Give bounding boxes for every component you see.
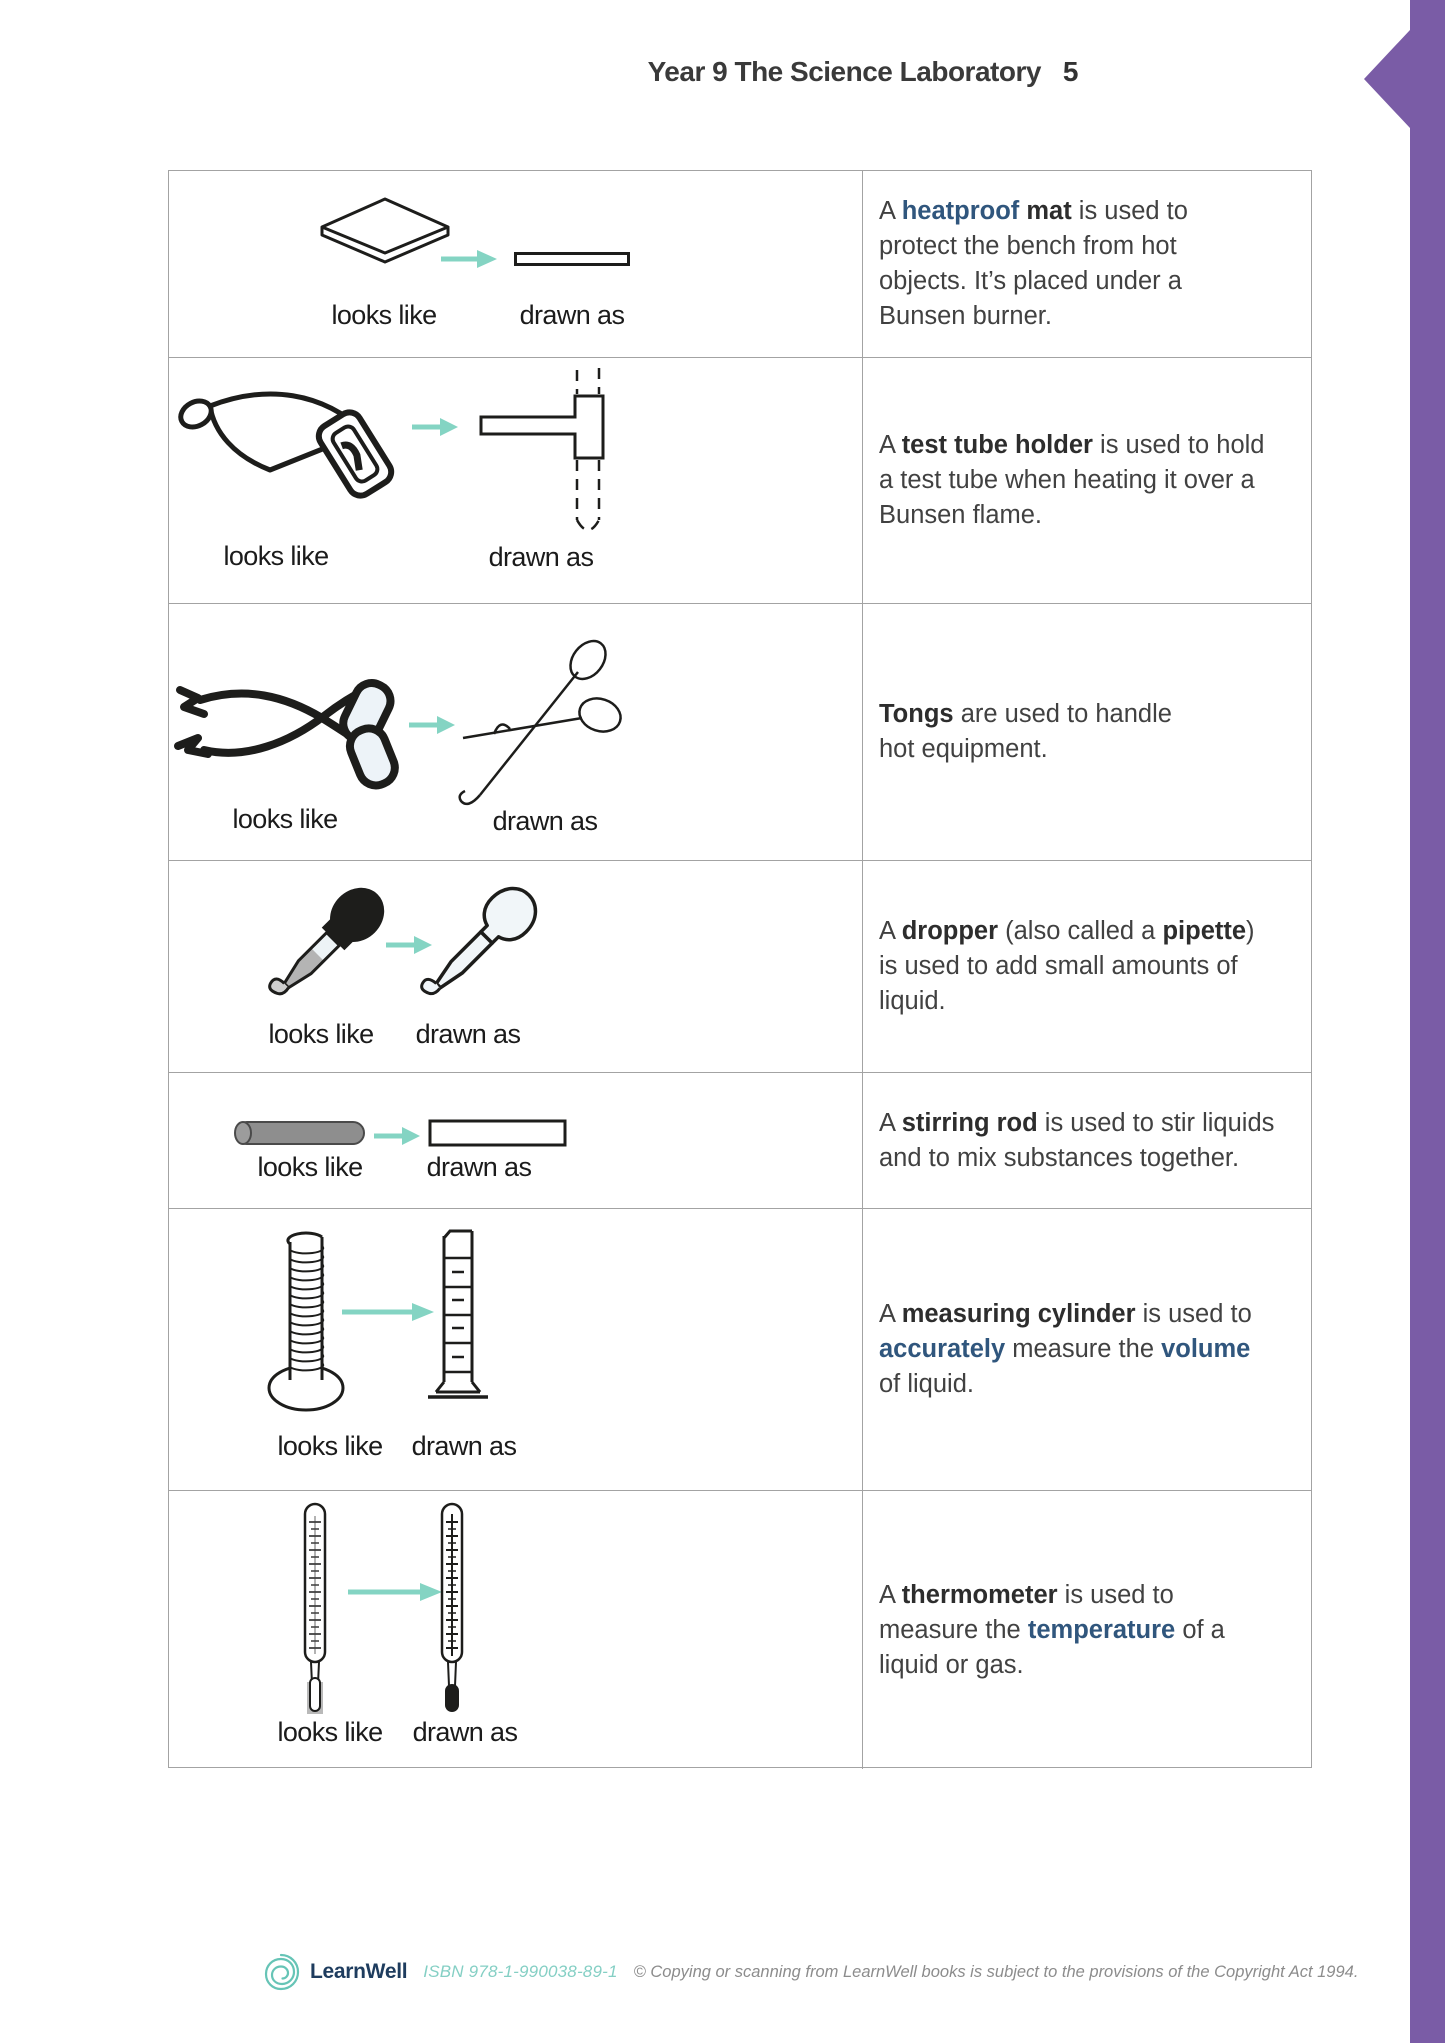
drawn-as-label: drawn as <box>411 1431 517 1461</box>
drawn-as-label: drawn as <box>492 806 598 836</box>
arrow-right-icon <box>441 249 497 269</box>
drawn-as-label: drawn as <box>519 300 625 330</box>
equipment-description: A heatproof mat is used to protect the bench from hot objects. It’s placed under a Bunsen burner. <box>879 197 1188 330</box>
equipment-description: A test tube holder is used to hold a test tube when heating it over a Bunsen flame. <box>879 431 1265 529</box>
learnwell-logo-icon <box>260 1951 302 1993</box>
heatproof-mat-diagram-icon <box>514 252 632 268</box>
description-cell <box>863 604 1311 860</box>
arrow-right-icon <box>412 417 458 437</box>
description-cell <box>863 1491 1311 1769</box>
equipment-description: A thermometer is used to measure the temperature of a liquid or gas. <box>879 1580 1225 1679</box>
thermometer-diagram-icon <box>438 1502 468 1718</box>
equipment-description: A dropper (also called a pipette) is used to add small amounts of liquid. <box>879 917 1255 1015</box>
measuring-cylinder-photo-icon <box>260 1228 352 1414</box>
equipment-description: Tongs are used to handle hot equipment. <box>879 700 1172 763</box>
looks-like-label: looks like <box>268 1019 374 1049</box>
isbn-text: ISBN 978-1-990038-89-1 <box>423 1962 618 1981</box>
description-cell <box>863 1209 1311 1490</box>
arrow-right-icon <box>374 1126 420 1146</box>
brand-name: LearnWell <box>310 1960 408 1983</box>
looks-like-label: looks like <box>223 541 329 571</box>
stirring-rod-diagram-icon <box>428 1119 568 1149</box>
arrow-right-icon <box>348 1582 442 1602</box>
page-number: 5 <box>1062 56 1078 87</box>
drawn-as-label: drawn as <box>412 1717 518 1747</box>
page-title: Year 9 The Science Laboratory <box>647 56 1041 87</box>
looks-like-label: looks like <box>257 1152 363 1182</box>
description-cell <box>863 1073 1311 1208</box>
equipment-description: A measuring cylinder is used to accurately measure the volume of liquid. <box>879 1300 1252 1398</box>
description-cell <box>863 358 1311 603</box>
equipment-description: A stirring rod is used to stir liquids and to mix substances together. <box>879 1108 1275 1172</box>
tongs-photo-icon <box>170 652 410 800</box>
page-header <box>0 56 1078 88</box>
drawn-as-label: drawn as <box>426 1152 532 1182</box>
looks-like-label: looks like <box>277 1431 383 1461</box>
looks-like-label: looks like <box>277 1717 383 1747</box>
looks-like-label: looks like <box>331 300 437 330</box>
arrow-right-icon <box>409 715 455 735</box>
drawn-as-label: drawn as <box>415 1019 521 1049</box>
page-edge-tab-icon <box>1360 0 1445 2043</box>
measuring-cylinder-diagram-icon <box>426 1228 490 1404</box>
dropper-photo-icon <box>250 876 400 1026</box>
thermometer-photo-icon <box>297 1502 333 1718</box>
description-cell <box>863 171 1311 357</box>
dropper-diagram-icon <box>402 876 552 1026</box>
drawn-as-label: drawn as <box>488 542 594 572</box>
copyright-text: © Copying or scanning from LearnWell books is subject to the provisions of the Copyright Act 1994. <box>633 1962 1359 1981</box>
heatproof-mat-photo-icon <box>318 196 452 270</box>
page-footer <box>260 1950 1358 1994</box>
test-tube-holder-photo-icon <box>172 382 404 514</box>
tongs-diagram-icon <box>458 630 630 812</box>
description-cell <box>863 861 1311 1072</box>
looks-like-label: looks like <box>232 804 338 834</box>
stirring-rod-photo-icon <box>228 1119 370 1149</box>
arrow-right-icon <box>342 1302 434 1322</box>
test-tube-holder-diagram-icon <box>478 368 612 546</box>
